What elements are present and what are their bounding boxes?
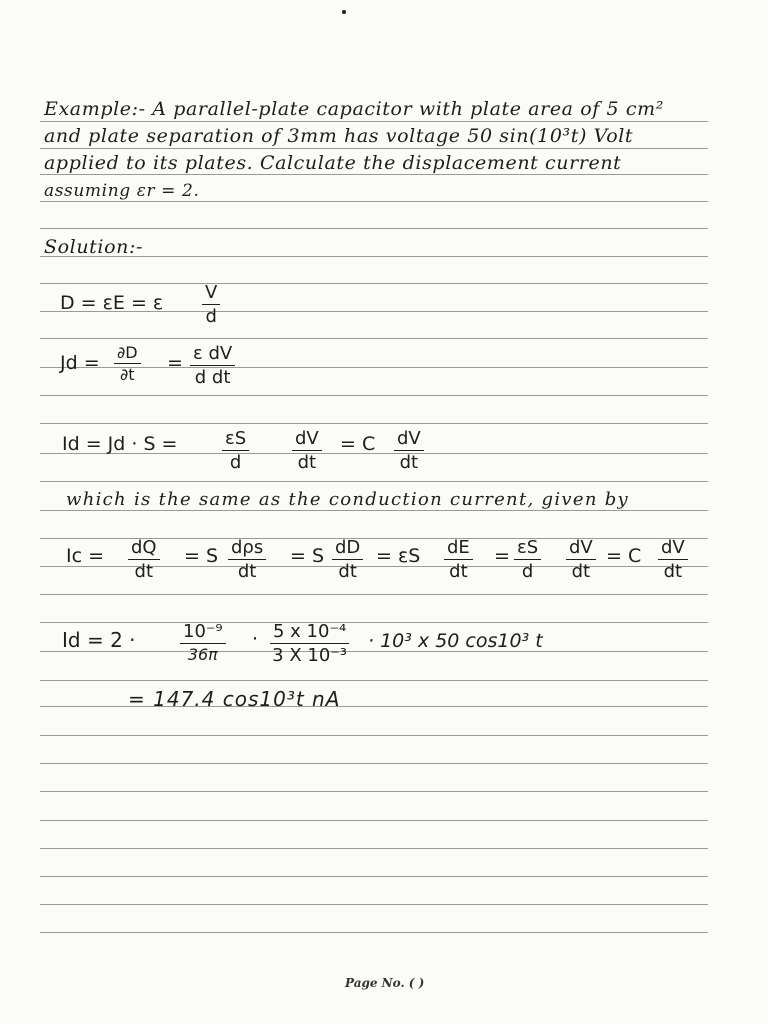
- ruled-line: [40, 481, 708, 482]
- fraction-numerator: 5 x 10⁻⁴: [270, 621, 349, 644]
- id-fraction-2: [292, 428, 322, 473]
- ic-fraction-6: [566, 537, 596, 582]
- ruled-line: [40, 791, 708, 792]
- id-fraction-3: [394, 428, 424, 473]
- fraction-denominator: dt: [237, 561, 257, 582]
- fraction-denominator: dt: [134, 561, 154, 582]
- ruled-line: [40, 338, 708, 339]
- fraction-numerator: V: [202, 282, 220, 305]
- ruled-line: [40, 283, 708, 284]
- id-equals-c: = C: [340, 433, 376, 455]
- problem-line-1: Example:- A parallel-plate capacitor with plate area of 5 cm²: [44, 98, 664, 120]
- fraction-denominator: dt: [449, 561, 468, 582]
- calc-fraction-1: [180, 621, 226, 664]
- ruled-line: [40, 121, 708, 122]
- ruled-line: [40, 395, 708, 396]
- fraction-numerator: dV: [394, 428, 424, 451]
- fraction-numerator: dV: [566, 537, 596, 560]
- fraction-numerator: ∂D: [114, 343, 141, 364]
- jd-equals: =: [167, 352, 183, 374]
- ruled-line: [40, 423, 708, 424]
- ruled-line: [40, 228, 708, 229]
- ic-term-3: = S: [290, 545, 325, 567]
- calc-fraction-2: [270, 621, 349, 666]
- id-fraction-1: [222, 428, 249, 473]
- ic-fraction-5: [514, 537, 541, 582]
- ic-term-2: = S: [184, 545, 219, 567]
- ruled-line: [40, 174, 708, 175]
- d-field-fraction: [202, 282, 220, 327]
- fraction-denominator: d dt: [194, 367, 231, 388]
- jd-lhs: Jd =: [60, 352, 100, 374]
- page-mark: [342, 10, 346, 14]
- ic-fraction-4: [444, 537, 473, 582]
- fraction-numerator: dV: [658, 537, 688, 560]
- ruled-line: [40, 876, 708, 877]
- fraction-denominator: dt: [399, 452, 419, 473]
- ruled-line: [40, 622, 708, 623]
- fraction-denominator: dt: [297, 452, 317, 473]
- fraction-numerator: dD: [332, 537, 363, 560]
- ic-fraction-1: [128, 537, 160, 582]
- calc-dot: ·: [252, 628, 259, 650]
- calc-lhs: Id = 2 ·: [62, 628, 136, 652]
- ic-term-6: = C: [606, 545, 642, 567]
- ic-term-5: =: [494, 545, 510, 567]
- ruled-line: [40, 932, 708, 933]
- fraction-numerator: εS: [514, 537, 541, 560]
- jd-fraction-1: [114, 343, 141, 384]
- fraction-numerator: dρs: [228, 537, 266, 560]
- jd-fraction-2: [190, 343, 235, 388]
- id-lhs: Id = Jd · S =: [62, 433, 178, 455]
- problem-line-2: and plate separation of 3mm has voltage 50 sin(10³t) Volt: [44, 125, 634, 147]
- fraction-numerator: ε dV: [190, 343, 235, 366]
- fraction-denominator: ∂t: [120, 365, 135, 384]
- fraction-numerator: εS: [222, 428, 249, 451]
- ic-fraction-2: [228, 537, 266, 582]
- problem-line-4: assuming εr = 2.: [44, 181, 200, 201]
- fraction-denominator: 36π: [187, 645, 218, 664]
- fraction-numerator: dE: [444, 537, 473, 560]
- result-line: = 147.4 cos10³t nA: [128, 687, 341, 711]
- calc-tail: · 10³ x 50 cos10³ t: [368, 630, 543, 652]
- ic-fraction-3: [332, 537, 363, 582]
- ic-fraction-7: [658, 537, 688, 582]
- ruled-line: [40, 820, 708, 821]
- problem-line-3: applied to its plates. Calculate the displacement current: [44, 152, 622, 174]
- solution-heading: Solution:-: [44, 236, 143, 258]
- fraction-numerator: 10⁻⁹: [180, 621, 226, 644]
- ruled-line: [40, 904, 708, 905]
- d-field-lhs: D = εE = ε: [60, 292, 164, 314]
- fraction-denominator: 3 X 10⁻³: [272, 645, 348, 666]
- fraction-denominator: dt: [571, 561, 591, 582]
- fraction-denominator: dt: [663, 561, 683, 582]
- fraction-denominator: d: [521, 561, 534, 582]
- fraction-denominator: d: [205, 306, 217, 327]
- fraction-numerator: dQ: [128, 537, 160, 560]
- ruled-line: [40, 148, 708, 149]
- ruled-line: [40, 763, 708, 764]
- ruled-line: [40, 680, 708, 681]
- ruled-line: [40, 848, 708, 849]
- fraction-denominator: dt: [338, 561, 357, 582]
- conduction-text: which is the same as the conduction current, given by: [66, 489, 630, 510]
- page-number-label: Page No. ( ): [345, 976, 425, 990]
- fraction-denominator: d: [229, 452, 242, 473]
- ruled-line: [40, 594, 708, 595]
- ic-term-4: = εS: [376, 545, 421, 567]
- ruled-line: [40, 735, 708, 736]
- ic-lhs: Ic =: [66, 545, 105, 567]
- fraction-numerator: dV: [292, 428, 322, 451]
